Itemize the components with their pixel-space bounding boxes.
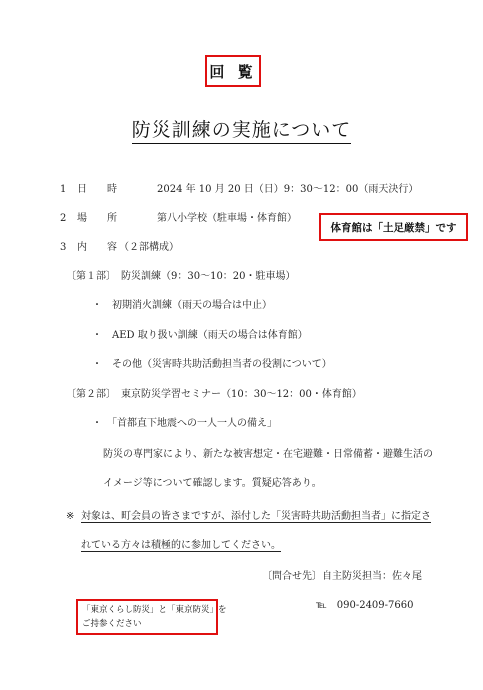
item-place-num: 2 [60, 213, 67, 224]
part1-bullet-2: ・ AED 取り扱い訓練（雨天の場合は体育館） [92, 330, 308, 341]
item-date-num: 1 [60, 184, 67, 195]
note-line2-text: れている方々は積極的に参加してください。 [81, 540, 281, 551]
page-title-text: 防災訓練の実施について [132, 119, 352, 144]
part1-heading: 〔第１部〕 防災訓練（9：30〜10：20・駐車場） [66, 271, 296, 282]
gym-notice-box: 体育館は「土足厳禁」です [319, 213, 468, 241]
item-date [60, 183, 66, 197]
note-mark: ※ [66, 511, 75, 522]
item-date-label: 日 時 [77, 184, 117, 195]
item-content-label: 内 容 [77, 242, 117, 253]
item-place-label: 場 所 [77, 213, 117, 224]
bring-note-line1: 「東京くらし防災」と「東京防災」を [82, 605, 227, 615]
circular-label: 回 覧 [205, 55, 261, 87]
bring-materials-note [76, 599, 227, 635]
note-line2 [81, 539, 281, 553]
item-content-value: （２部構成） [119, 242, 179, 253]
contact-phone: ℡ 090-2409-7660 [316, 600, 414, 611]
item-place-value: 第八小学校（駐車場・体育館） [157, 213, 297, 224]
part2-heading: 〔第２部〕 東京防災学習セミナー（10：30〜12：00・体育館） [66, 389, 362, 400]
item-content-num: 3 [60, 242, 67, 253]
note-line1 [81, 510, 431, 524]
bring-note-line2: ご持参ください [82, 619, 142, 629]
page-title [0, 115, 483, 142]
part1-bullet-3: ・ その他（災害時共助活動担当者の役割について） [92, 359, 332, 370]
item-date-value: 2024 年 10 月 20 日（日）9：30〜12：00（雨天決行） [157, 184, 419, 195]
note-line1-text: 対象は、町会員の皆さまですが、添付した「災害時共助活動担当者」に指定さ [81, 511, 431, 522]
part2-desc-line1: 防災の専門家により、新たな被害想定・在宅避難・日常備蓄・避難生活の [103, 449, 433, 460]
part2-desc-line2: イメージ等について確認します。質疑応答あり。 [103, 478, 322, 489]
contact-label: 〔問合せ先〕自主防災担当：佐々尾 [262, 571, 422, 582]
part1-bullet-1: ・ 初期消火訓練（雨天の場合は中止） [92, 300, 272, 311]
part2-bullet: ・ 「首都直下地震への一人一人の備え」 [92, 418, 277, 429]
